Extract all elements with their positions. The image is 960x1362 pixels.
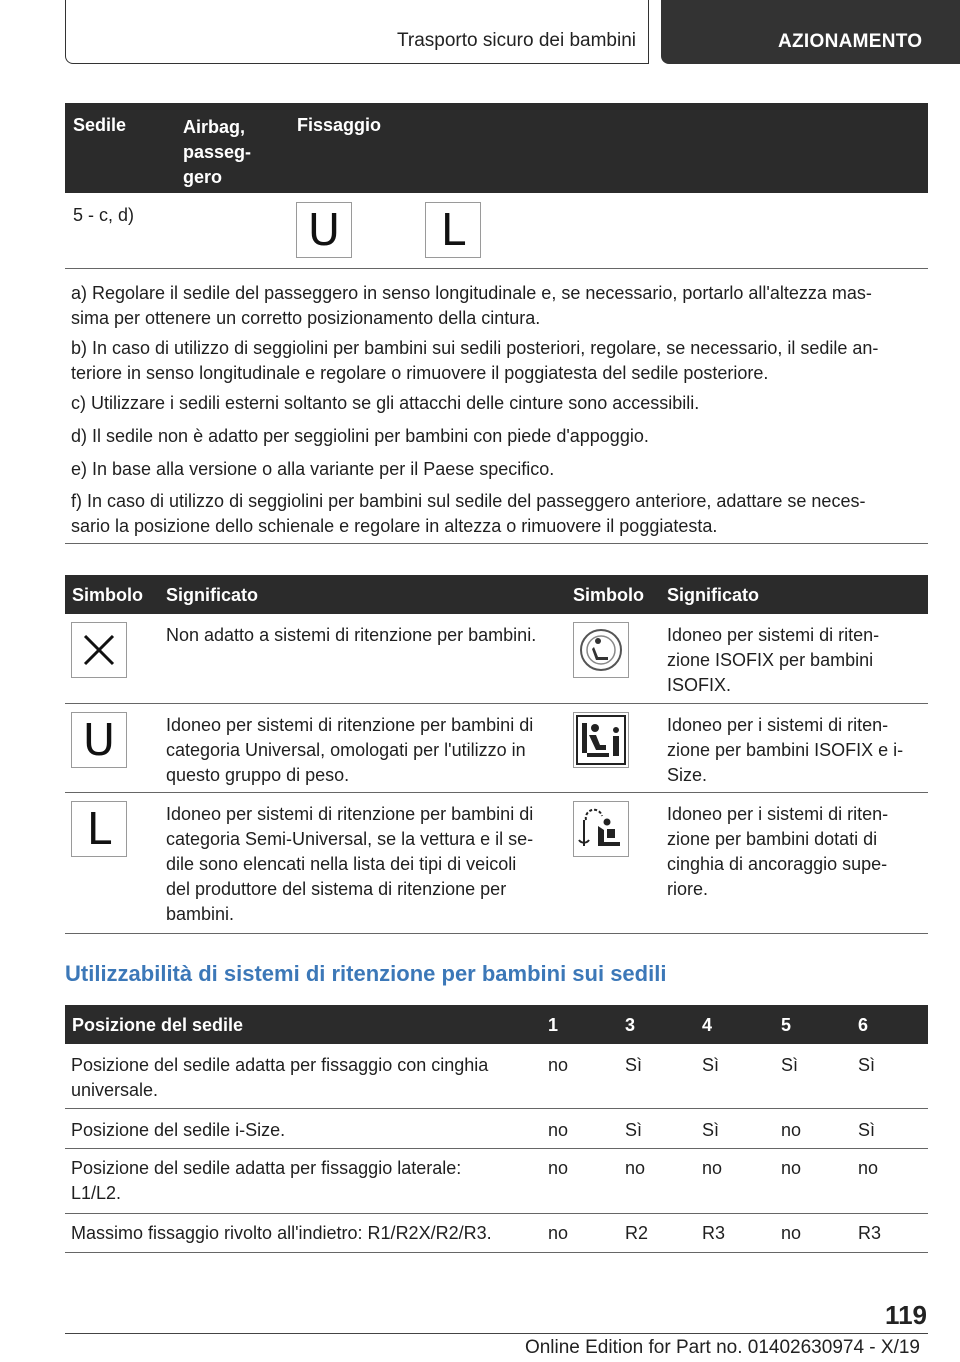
table3-header-col1: 1 — [548, 1015, 559, 1035]
table-cell: Sì — [858, 1120, 876, 1140]
table-cell: Sì — [702, 1055, 720, 1075]
note-d: d) Il sedile non è adatto per seggiolini per bambini con piede d'appoggio. — [71, 426, 649, 446]
divider — [65, 792, 928, 793]
meaning-isofix: Idoneo per sistemi di riten- zione ISOFIX per bambini ISOFIX. — [667, 625, 880, 695]
table-cell: R3 — [858, 1223, 882, 1243]
note-a: a) Regolare il sedile del passeggero in senso longitudinale e, se necessario, portarlo all'altezza mas- sima per ottenere un corretto posizionamento della cintura. — [71, 283, 872, 328]
meaning-isize: Idoneo per i sistemi di riten- zione per bambini ISOFIX e i- Size. — [667, 715, 904, 785]
table1-header — [65, 103, 928, 193]
divider — [65, 933, 928, 934]
table-cell: Sì — [858, 1055, 876, 1075]
page-number: 119 — [885, 1300, 927, 1330]
meaning-not-suitable: Non adatto a sistemi di ritenzione per bambini. — [166, 625, 537, 645]
semi-universal-l-icon: L — [425, 202, 481, 258]
table2-header-meaning-1: Significato — [166, 585, 259, 605]
section-title: Utilizzabilità di sistemi di ritenzione per bambini sui sedili — [65, 961, 667, 986]
isofix-seat-icon — [573, 622, 629, 678]
table1-header-airbag: Airbag, passeg- gero — [183, 117, 252, 187]
universal-u-icon: U — [71, 712, 127, 768]
footer-edition: Online Edition for Part no. 01402630974 - X/19 — [524, 1337, 920, 1358]
table2-header-symbol-1: Simbolo — [72, 585, 143, 605]
divider — [65, 268, 928, 269]
table-cell: no — [858, 1158, 879, 1178]
semi-universal-l-icon: L — [71, 801, 127, 857]
table-cell: Sì — [781, 1055, 799, 1075]
table-cell: no — [781, 1158, 802, 1178]
footer-divider — [65, 1333, 928, 1334]
top-tether-icon — [573, 801, 629, 857]
table-cell: Sì — [625, 1120, 643, 1140]
table-cell: no — [548, 1158, 569, 1178]
table-cell: Sì — [625, 1055, 643, 1075]
note-c: c) Utilizzare i sedili esterni soltanto se gli attacchi delle cinture sono accessibili. — [71, 393, 700, 413]
table-row-label: Posizione del sedile i-Size. — [71, 1120, 286, 1140]
table-cell: no — [781, 1223, 802, 1243]
note-b: b) In caso di utilizzo di seggiolini per bambini sui sedili posteriori, regolare, se necessario, il sedile an- teriore in senso longitudinale e regolare o rimuovere il poggiatesta del sedile posteriore. — [71, 338, 879, 383]
table1-header-fixing: Fissaggio — [297, 115, 382, 135]
meaning-universal: Idoneo per sistemi di ritenzione per bambini di categoria Universal, omologati per l'utilizzo in questo gruppo di peso. — [166, 715, 534, 785]
divider — [65, 1148, 928, 1149]
table2-header — [65, 575, 928, 614]
divider — [65, 1108, 928, 1109]
table3-header-col5: 5 — [781, 1015, 792, 1035]
isize-seat-icon — [573, 712, 629, 768]
header-section-box — [65, 0, 649, 64]
header-section-title: Trasporto sicuro dei bambini — [396, 30, 636, 51]
table-cell: no — [548, 1223, 569, 1243]
note-e: e) In base alla versione o alla variante per il Paese specifico. — [71, 459, 555, 479]
cross-icon — [71, 622, 127, 678]
table-row-label: Posizione del sedile adatta per fissaggio con cinghia universale. — [71, 1055, 489, 1100]
divider — [65, 1252, 928, 1253]
table-cell: Sì — [702, 1120, 720, 1140]
note-f: f) In caso di utilizzo di seggiolini per bambini sul sedile del passeggero anteriore, adattare se neces- sario la posizione dello schienale e regolare in altezza o rimuovere il poggiatesta. — [71, 491, 866, 536]
table3-header-col6: 6 — [858, 1015, 869, 1035]
divider — [65, 543, 928, 544]
table-cell: R2 — [625, 1223, 649, 1243]
table1-seat-value: 5 - c, d) — [73, 205, 135, 225]
table3-header-col3: 3 — [625, 1015, 636, 1035]
meaning-top-tether: Idoneo per i sistemi di riten- zione per bambini dotati di cinghia di ancoraggio supe- riore. — [667, 804, 889, 899]
table2-header-symbol-2: Simbolo — [573, 585, 644, 605]
table3-header-position: Posizione del sedile — [72, 1015, 244, 1035]
table-cell: no — [548, 1055, 569, 1075]
divider — [65, 703, 928, 704]
divider — [65, 1213, 928, 1214]
table2-header-meaning-2: Significato — [667, 585, 760, 605]
header-chapter-box — [661, 0, 960, 64]
table-row-label: Massimo fissaggio rivolto all'indietro: R1/R2X/R2/R3. — [71, 1223, 492, 1243]
meaning-semi-universal: Idoneo per sistemi di ritenzione per bambini di categoria Semi-Universal, se la vettura e il se- dile sono elencati nella lista dei tipi di veicoli del produttore del sistema di ritenzione per bambini. — [166, 804, 534, 924]
table-row-label: Posizione del sedile adatta per fissaggio laterale: L1/L2. — [71, 1158, 462, 1203]
table-cell: no — [625, 1158, 646, 1178]
table-cell: R3 — [702, 1223, 726, 1243]
table3-header-col4: 4 — [702, 1015, 713, 1035]
header-chapter-title: AZIONAMENTO — [778, 31, 923, 52]
table3-header — [65, 1005, 928, 1044]
table-cell: no — [702, 1158, 723, 1178]
table-cell: no — [548, 1120, 569, 1140]
universal-u-icon: U — [296, 202, 352, 258]
table1-header-seat: Sedile — [73, 115, 127, 135]
table-cell: no — [781, 1120, 802, 1140]
